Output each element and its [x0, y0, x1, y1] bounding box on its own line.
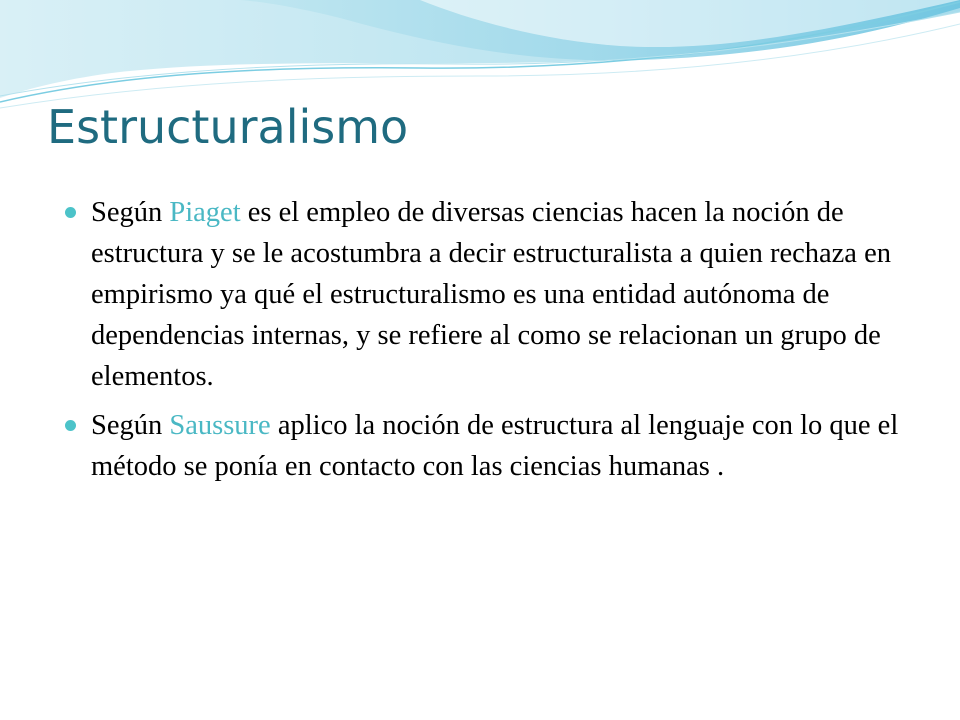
bullet-text-post: aplico la noción de estructura al lenguaje con lo que el método se ponía en contacto con las ciencias humanas .: [91, 410, 899, 482]
bullet-text-pre: Según: [91, 197, 170, 228]
slide-title: Estructuralismo: [47, 100, 409, 154]
highlight-name-piaget: Piaget: [169, 197, 241, 228]
bullet-item-saussure: [62, 405, 922, 487]
bullet-dot-icon: [65, 207, 76, 218]
bullet-text-post: es el empleo de diversas ciencias hacen la noción de estructura y se le acostumbra a decir estructuralista a quien rechaza en empirismo ya qué el estructuralismo es una entidad autónoma de dependencias internas, y se refiere al como se relacionan un grupo de elementos.: [91, 197, 891, 392]
bullet-dot-icon: [65, 420, 76, 431]
highlight-name-saussure: Saussure: [169, 410, 271, 441]
bullet-list: [62, 192, 922, 495]
bullet-text-pre: Según: [91, 410, 170, 441]
bullet-item-piaget: [62, 192, 922, 397]
